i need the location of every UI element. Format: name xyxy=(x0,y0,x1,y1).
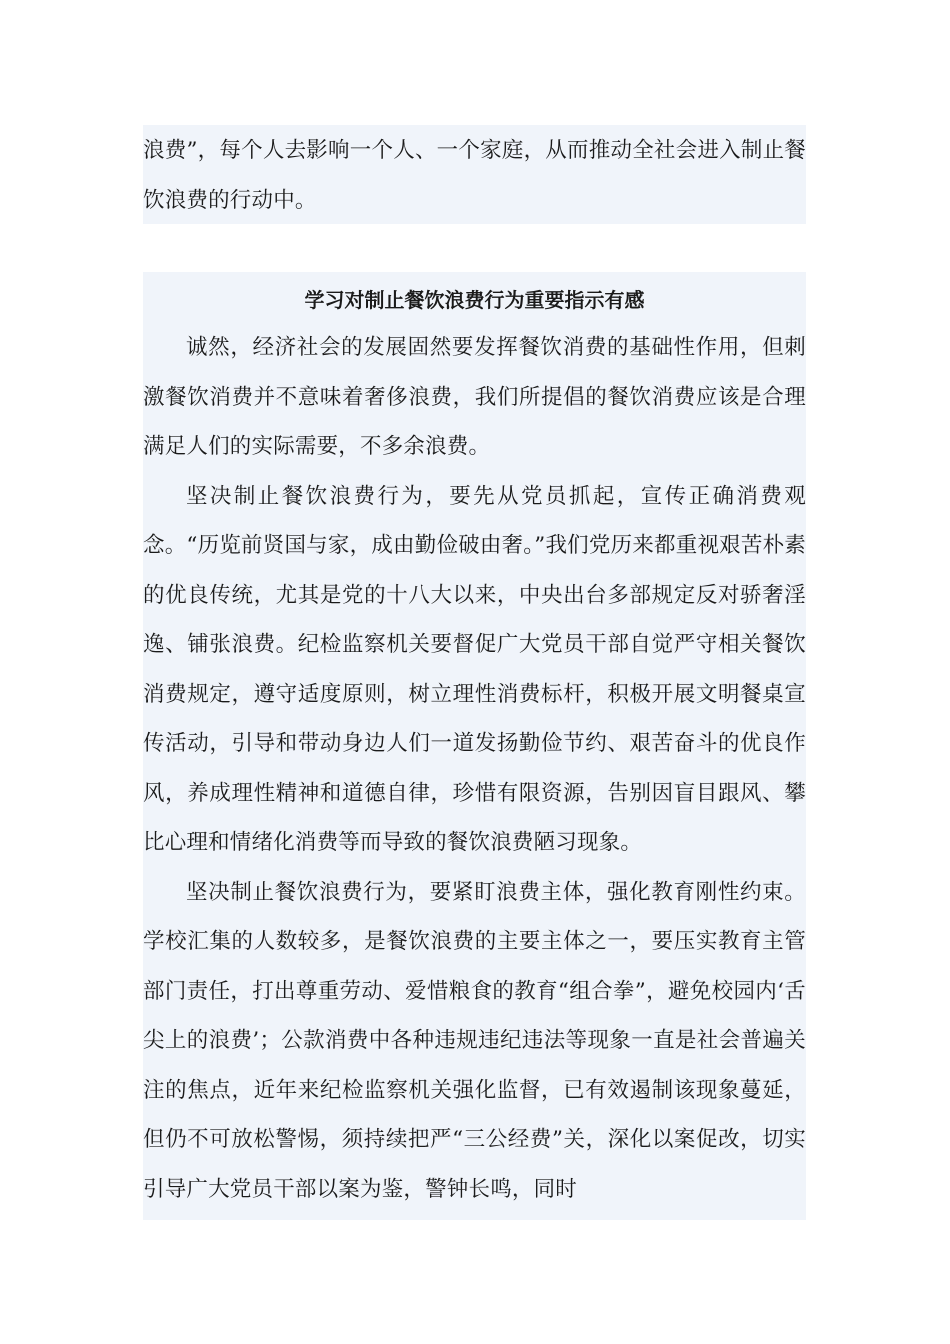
previous-article-fragment xyxy=(143,125,806,224)
paragraph-2: 坚决制止餐饮浪费行为，要先从党员抓起，宣传正确消费观念。“历览前贤国与家，成由勤俭破由奢。”我们党历来都重视艰苦朴素的优良传统，尤其是党的十八大以来，中央出台多部规定反对骄奢淫逸、铺张浪费。纪检监察机关要督促广大党员干部自觉严守相关餐饮消费规定，遵守适度原则，树立理性消费标杆，积极开展文明餐桌宣传活动，引导和带动身边人们一道发扬勤俭节约、艰苦奋斗的优良作风，养成理性精神和道德自律，珍惜有限资源，告别因盲目跟风、攀比心理和情绪化消费等而导致的餐饮浪费陋习现象。 xyxy=(143,483,806,855)
paragraph-1: 诚然，经济社会的发展固然要发挥餐饮消费的基础性作用，但刺激餐饮消费并不意味着奢侈浪费，我们所提倡的餐饮消费应该是合理满足人们的实际需要，不多余浪费。 xyxy=(143,335,806,459)
paragraph-3: 坚决制止餐饮浪费行为，要紧盯浪费主体，强化教育刚性约束。学校汇集的人数较多，是餐饮浪费的主要主体之一，要压实教育主管部门责任，打出尊重劳动、爱惜粮食的教育“组合拳”，避免校园内‘舌尖上的浪费’；公款消费中各种违规违纪违法等现象一直是社会普遍关注的焦点，近年来纪检监察机关强化监督，已有效遏制该现象蔓延，但仍不可放松警惕，须持续把严“三公经费”关，深化以案促改，切实引导广大党员干部以案为鉴，警钟长鸣，同时 xyxy=(143,879,806,1202)
article-body xyxy=(143,318,806,1214)
article-section xyxy=(143,272,806,1220)
fragment-paragraph: 浪费”，每个人去影响一个人、一个家庭，从而推动全社会进入制止餐饮浪费的行动中。 xyxy=(143,138,806,213)
article-title: 学习对制止餐饮浪费行为重要指示有感 xyxy=(304,288,645,312)
